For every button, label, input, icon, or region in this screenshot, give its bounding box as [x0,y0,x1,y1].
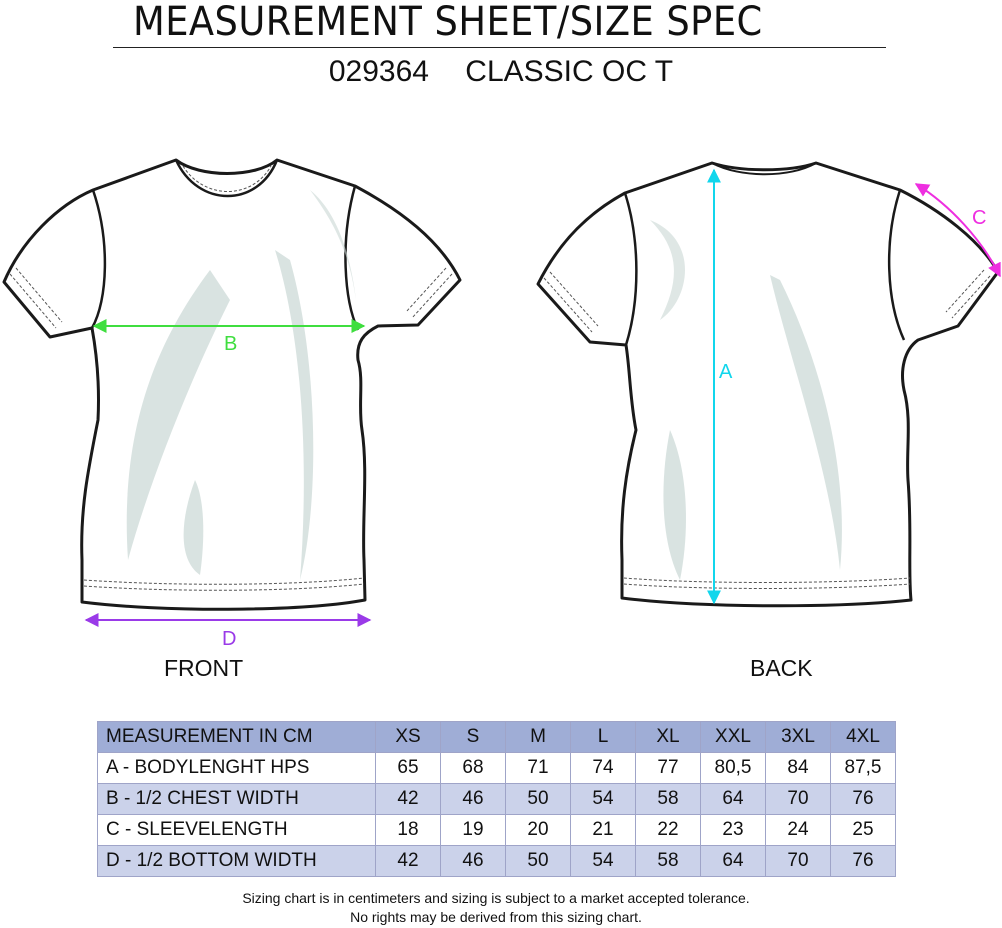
table-cell: 24 [766,815,831,846]
row-label: C - SLEEVELENGTH [98,815,376,846]
measure-d-label: D [222,628,237,650]
header-size: 4XL [831,722,896,753]
garment-illustrations [0,140,1002,650]
title-divider [113,47,886,48]
front-body-outline [4,160,460,609]
front-tshirt [4,160,460,609]
table-cell: 19 [441,815,506,846]
product-name: CLASSIC OC T [465,55,674,88]
header-size: M [506,722,571,753]
row-label: A - BODYLENGHT HPS [98,753,376,784]
table-cell: 42 [376,846,441,877]
table-cell: 84 [766,753,831,784]
measure-b-label: B [224,333,238,355]
table-cell: 23 [701,815,766,846]
table-cell: 71 [506,753,571,784]
header-size: 3XL [766,722,831,753]
back-view-label: BACK [750,655,813,681]
table-cell: 65 [376,753,441,784]
table-cell: 77 [636,753,701,784]
footnote-rights: No rights may be derived from this sizing chart. [350,909,642,925]
table-cell: 50 [506,846,571,877]
table-cell: 54 [571,784,636,815]
table-row [98,784,896,815]
table-cell: 58 [636,846,701,877]
table-row [98,753,896,784]
header-size: XXL [701,722,766,753]
table-cell: 46 [441,784,506,815]
table-cell: 76 [831,784,896,815]
table-row [98,846,896,877]
table-cell: 25 [831,815,896,846]
measure-a-label: A [719,361,733,383]
front-view-label: FRONT [164,655,244,681]
table-cell: 21 [571,815,636,846]
row-label: B - 1/2 CHEST WIDTH [98,784,376,815]
header-measurement: MEASUREMENT IN CM [98,722,376,753]
product-code: 029364 [328,55,429,88]
product-line [0,55,1002,89]
table-cell: 64 [701,846,766,877]
table-cell: 58 [636,784,701,815]
table-cell: 70 [766,846,831,877]
table-row [98,815,896,846]
table-cell: 87,5 [831,753,896,784]
back-tshirt [538,163,998,606]
table-cell: 22 [636,815,701,846]
row-label: D - 1/2 BOTTOM WIDTH [98,846,376,877]
table-cell: 76 [831,846,896,877]
table-cell: 42 [376,784,441,815]
footnote-tolerance: Sizing chart is in centimeters and sizing is subject to a market accepted tolerance. [242,890,750,906]
header-size: XL [636,722,701,753]
table-cell: 80,5 [701,753,766,784]
back-body-outline [538,163,998,606]
size-spec-table [97,721,896,877]
page-title: MEASUREMENT SHEET/SIZE SPEC [133,0,763,45]
table-cell: 64 [701,784,766,815]
header-size: XS [376,722,441,753]
table-cell: 20 [506,815,571,846]
table-cell: 54 [571,846,636,877]
table-cell: 70 [766,784,831,815]
table-cell: 46 [441,846,506,877]
measure-c-label: C [972,207,987,229]
table-header-row [98,722,896,753]
table-cell: 50 [506,784,571,815]
table-cell: 18 [376,815,441,846]
table-cell: 74 [571,753,636,784]
table-cell: 68 [441,753,506,784]
header-size: L [571,722,636,753]
header-size: S [441,722,506,753]
